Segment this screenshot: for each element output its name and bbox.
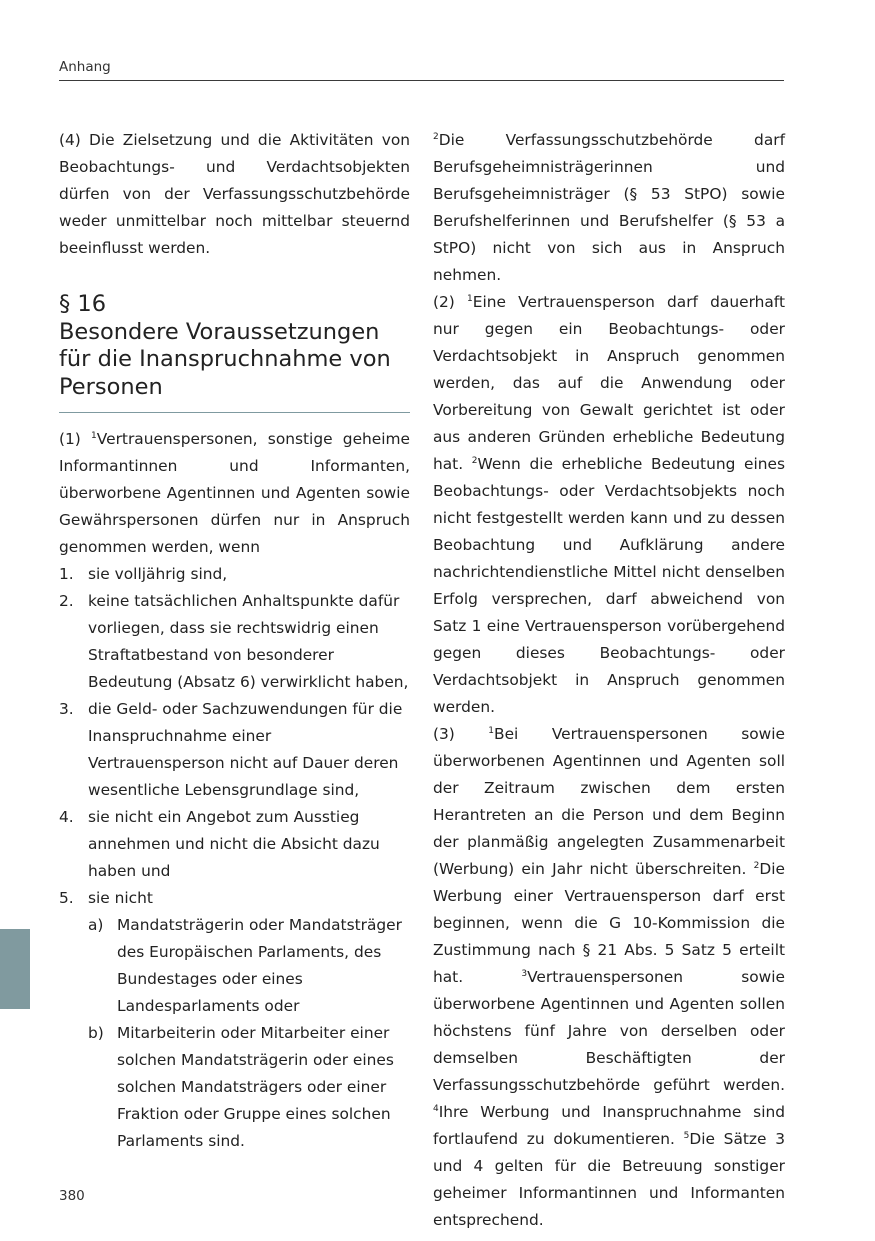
list-text: sie nicht ein Angebot zum Ausstieg annehmen und nicht die Absicht dazu haben und [88,808,380,880]
sentence-number: 3 [521,969,528,979]
list-number: 4. [59,808,74,826]
paragraph-number: (3) [433,725,489,743]
list-number: 3. [59,700,74,718]
list-number: 2. [59,592,74,610]
running-header [59,56,784,81]
paragraph-1 [59,426,410,561]
paragraph-3 [433,721,785,1234]
sentence-number: 1 [488,726,495,736]
sentence-text: Eine Vertrauensperson darf dauerhaft nur gegen ein Beobachtungs- oder Verdachtsobjekt in Anspruch genommen werden, das auf die Anwendung oder Vorbereitung von Gewalt gerichtet ist oder aus anderen Gründen erhebliche Bedeutung hat. [433,293,785,473]
header-title: Anhang [59,59,111,75]
list-text: sie nicht [88,889,153,907]
sub-list-text: Mitarbeiterin oder Mitarbeiter einer solchen Mandatsträgerin oder eines solchen Mandatsträgers oder einer Fraktion oder Gruppe eines solchen Parlaments sind. [117,1024,394,1150]
sub-list-item [59,1020,410,1155]
list-item [59,588,410,696]
sentence-text: Vertrauenspersonen sowie überworbene Agentinnen und Agenten sollen höchstens fünf Jahre von derselben oder demselben Beschäftigten der Verfassungsschutzbehörde geführt werden. [433,968,785,1094]
list-item [59,804,410,885]
right-column [433,127,785,1234]
condition-list [59,561,410,1155]
paragraph-4: (4) Die Zielsetzung und die Aktivitäten von Beobachtungs- und Verdachtsobjekten dürfen von der Verfassungsschutzbehörde weder unmittelbar noch mittelbar steuernd beeinflusst werden. [59,131,410,257]
sentence-text: Wenn die erhebliche Bedeutung eines Beobachtungs- oder Verdachtsobjekts noch nicht festgestellt werden kann und zu dessen Beobachtung und Aufklärung andere nachrichtendienstliche Mittel nicht denselben Erfolg versprechen, darf abweichend von Satz 1 eine Vertrauensperson vorübergehend gegen dieses Beobachtungs- oder Verdachtsobjekt in Anspruch genommen werden. [433,455,785,716]
sub-list-letter: b) [88,1024,104,1042]
sentence-text: Die Sätze 3 und 4 gelten für die Betreuung sonstiger geheimer Informantinnen und Informanten entsprechend. [433,1130,785,1229]
sentence-number: 1 [91,431,97,441]
paragraph-text: Vertrauenspersonen, sonstige geheime Informantinnen und Informanten, überworbene Agentinnen und Agenten sowie Gewährspersonen dürfen nur in Anspruch genommen werden, wenn [59,430,410,556]
list-number: 5. [59,889,74,907]
paragraph-number: (2) [433,293,467,311]
sentence-number: 4 [433,1104,439,1114]
sentence-number: 2 [471,456,478,466]
paragraph-2 [433,289,785,721]
section-title-line-3: Personen [59,373,163,400]
sentence-number: 1 [467,294,473,304]
list-item [59,885,410,912]
sentence-number: 2 [433,132,439,142]
sentence-text: Die Werbung einer Vertrauensperson darf erst beginnen, wenn die G 10-Kommission die Zustimmung nach § 21 Abs. 5 Satz 5 erteilt hat. [433,860,785,986]
list-item [59,561,410,588]
paragraph-1-continued [433,127,785,289]
heading-divider [59,412,410,413]
list-text: die Geld- oder Sachzuwendungen für die Inanspruchnahme einer Vertrauensperson nicht auf Dauer deren wesentliche Lebensgrundlage sind, [88,700,403,799]
section-number: § 16 [59,291,107,317]
sub-list-letter: a) [88,916,104,934]
left-column [59,127,410,1155]
section-title-line-2: für die Inanspruchnahme von [59,346,391,372]
list-text: keine tatsächlichen Anhaltspunkte dafür vorliegen, dass sie rechtswidrig einen Straftatbestand von besonderer Bedeutung (Absatz 6) verwirklicht haben, [88,592,409,691]
page-number: 380 [59,1188,85,1204]
sentence-number: 2 [753,861,760,871]
sentence-text: Bei Vertrauenspersonen sowie überworbenen Agentinnen und Agenten soll der Zeitraum zwischen dem ersten Herantreten an die Person und dem Beginn der planmäßig angelegten Zusammenarbeit (Werbung) ein Jahr nicht überschreiten. [433,725,785,878]
sub-list-item [59,912,410,1020]
sentence-text: Ihre Werbung und Inanspruchnahme sind fortlaufend zu dokumentieren. [433,1103,785,1148]
sentence-number: 5 [683,1131,690,1141]
list-text: sie volljährig sind, [88,565,228,583]
list-number: 1. [59,565,74,583]
list-item [59,696,410,804]
sentence-text: Die Verfassungsschutzbehörde darf Berufsgeheimnisträgerinnen und Berufsgeheimnisträger (§ 53 StPO) sowie Berufshelferinnen und Berufshelfer (§ 53 a StPO) nicht von sich aus in Anspruch nehmen. [433,131,785,284]
section-thumb-tab [0,929,30,1009]
sub-list-text: Mandatsträgerin oder Mandatsträger des Europäischen Parlaments, des Bundestages oder eines Landesparlaments oder [117,916,402,1015]
section-title-line-1: Besondere Voraussetzungen [59,318,380,345]
section-heading [59,291,410,401]
paragraph-number: (1) [59,430,92,448]
